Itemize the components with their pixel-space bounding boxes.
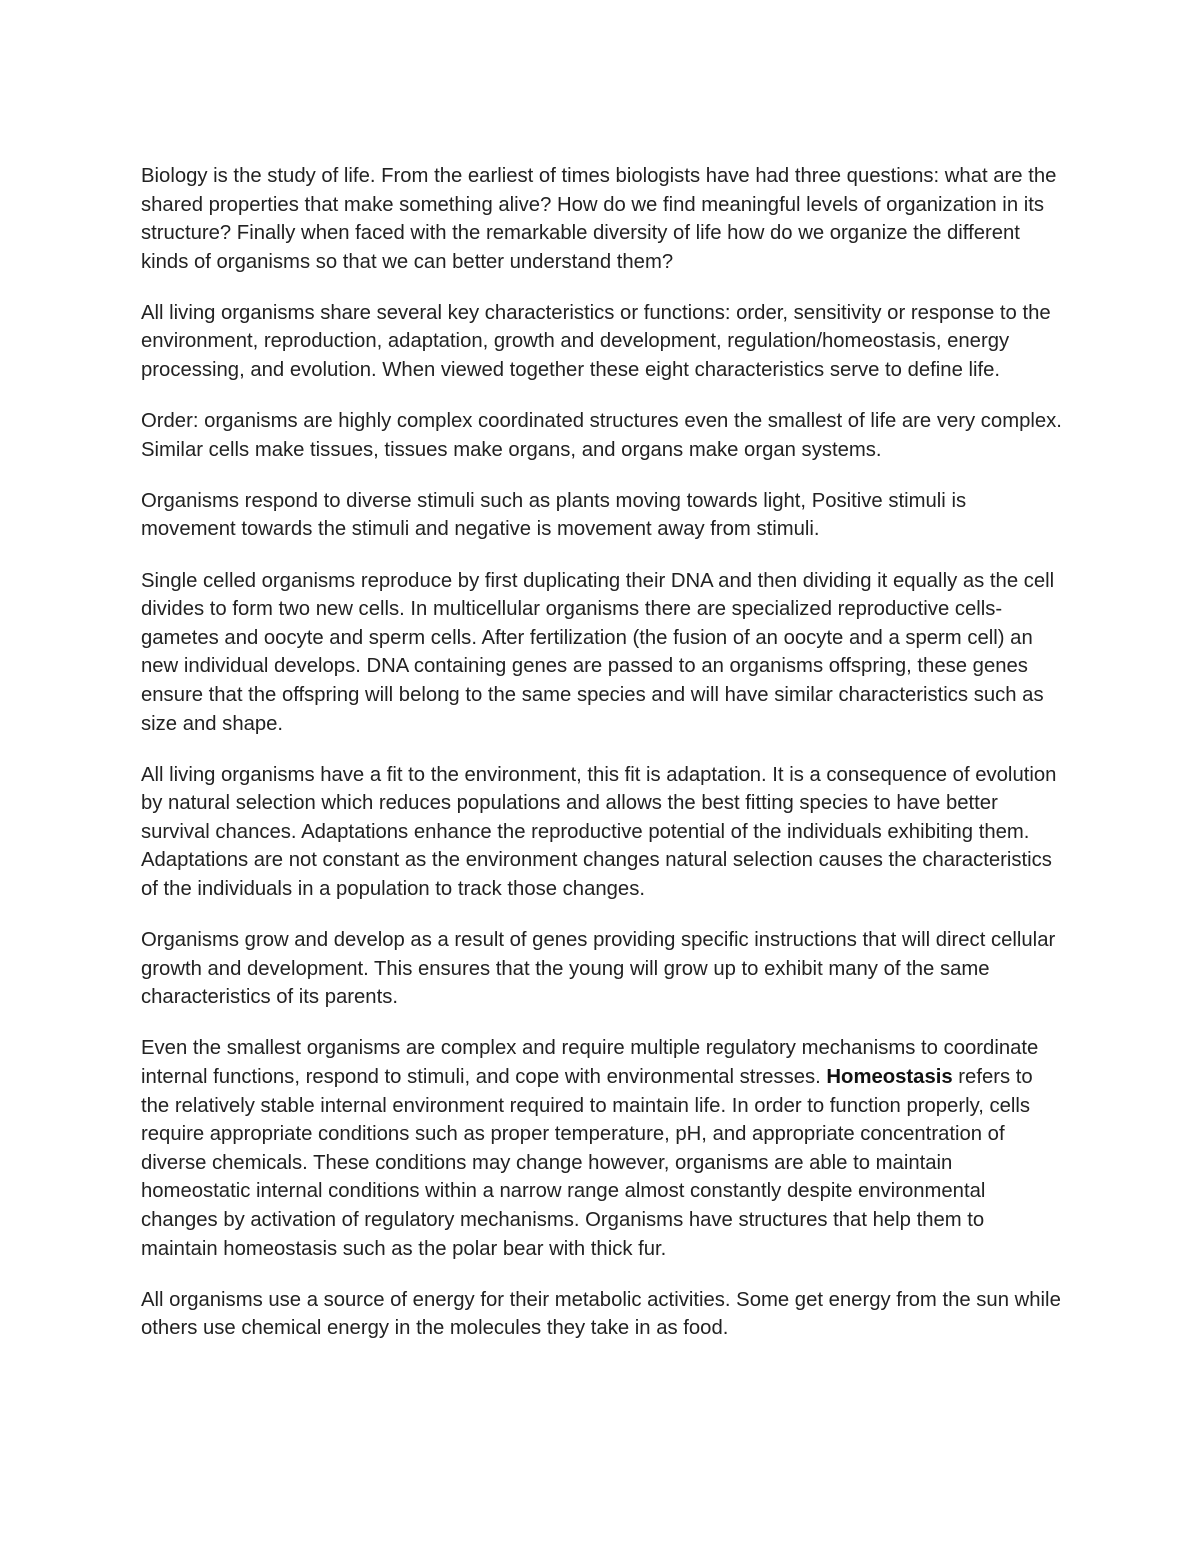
paragraph-order: Order: organisms are highly complex coordinated structures even the smallest of life are very complex. Similar cells make tissues, tissues make organs, and organs make organ systems. <box>141 410 1062 461</box>
paragraph-characteristics: All living organisms share several key characteristics or functions: order, sensitivity or response to the environment, reproduction, adaptation, growth and development, regulation/homeostasis, energy processing, and evolution. When viewed together these eight characteristics serve to define life. <box>141 301 1051 382</box>
paragraph-reproduction: Single celled organisms reproduce by first duplicating their DNA and then dividing it equally as the cell divides to form two new cells. In multicellular organisms there are specialized reproductive cells- gametes and oocyte and sperm cells. After fertilization (the fusion of an oocyte and a sperm cell) an new individual develops. DNA containing genes are passed to an organisms offspring, these genes ensure that the offspring will belong to the same species and will have similar characteristics such as size and shape. <box>141 569 1055 735</box>
paragraph-stimuli: Organisms respond to diverse stimuli such as plants moving towards light, Positive stimuli is movement towards the stimuli and negative is movement away from stimuli. <box>141 489 967 541</box>
homeostasis-text-before: Even the smallest organisms are complex and require multiple regulatory mechanisms to coordinate internal functions, respond to stimuli, and cope with environmental stresses. <box>141 1037 1039 1088</box>
document-body <box>141 162 1066 1365</box>
paragraph-growth: Organisms grow and develop as a result of genes providing specific instructions that will direct cellular growth and development. This ensures that the young will grow up to exhibit many of the same characteristics of its parents. <box>141 929 1056 1009</box>
paragraph-intro: Biology is the study of life. From the earliest of times biologists have had three questions: what are the shared properties that make something alive? How do we find meaningful levels of organization in its structure? Finally when faced with the remarkable diversity of life how do we organize the different kinds of organisms so that we can better understand them? <box>141 165 1057 273</box>
homeostasis-text-after: refers to the relatively stable internal environment required to maintain life. In order to function properly, cells require appropriate conditions such as proper temperature, pH, and appropriate concentration of diverse chemicals. These conditions may change however, organisms are able to maintain homeostatic internal conditions within a narrow range almost constantly despite environmental changes by activation of regulatory mechanisms. Organisms have structures that help them to maintain homeostasis such as the polar bear with thick fur. <box>141 1065 1033 1260</box>
paragraph-adaptation: All living organisms have a fit to the environment, this fit is adaptation. It is a consequence of evolution by natural selection which reduces populations and allows the best fitting species to have better survival chances. Adaptations enhance the reproductive potential of the individuals exhibiting them. Adaptations are not constant as the environment changes natural selection causes the characteristics of the individuals in a population to track those changes. <box>141 763 1057 900</box>
paragraph-energy: All organisms use a source of energy for their metabolic activities. Some get energy from the sun while others use chemical energy in the molecules they take in as food. <box>141 1288 1061 1340</box>
homeostasis-term: Homeostasis <box>826 1065 953 1088</box>
paragraph-homeostasis <box>141 1034 1066 1263</box>
